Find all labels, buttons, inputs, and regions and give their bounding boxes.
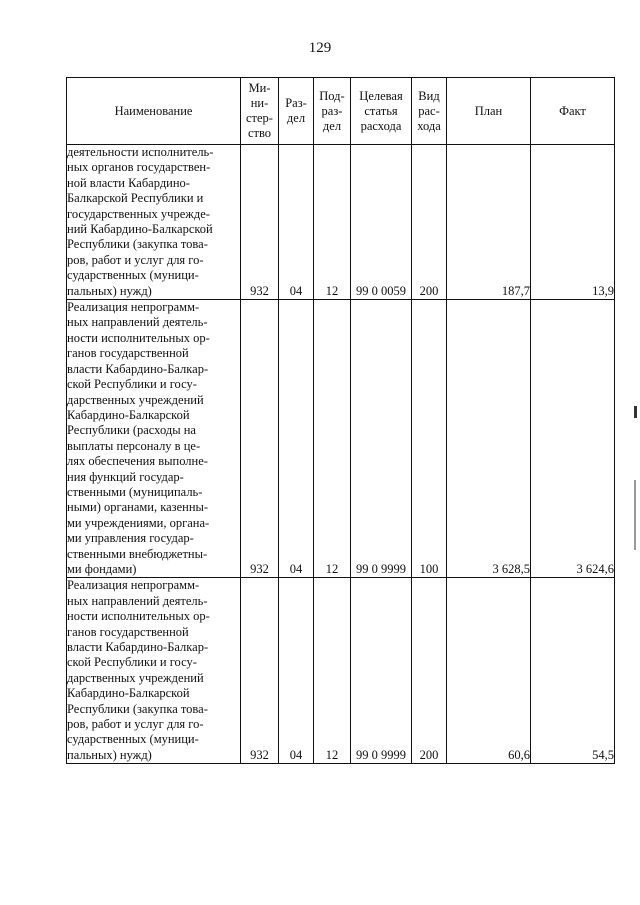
row-type: 200	[412, 145, 447, 300]
row-ministry: 932	[241, 578, 279, 764]
scan-edge-mark	[634, 480, 636, 550]
row-plan: 187,7	[447, 145, 531, 300]
table-row	[67, 145, 615, 300]
header-type: Вид рас- хода	[412, 78, 447, 145]
row-section: 04	[279, 300, 314, 578]
header-plan: План	[447, 78, 531, 145]
header-subsection: Под- раз- дел	[314, 78, 351, 145]
row-target: 99 0 9999	[351, 300, 412, 578]
row-type: 100	[412, 300, 447, 578]
row-fact: 13,9	[531, 145, 615, 300]
row-ministry: 932	[241, 145, 279, 300]
header-ministry: Ми- ни- стер- ство	[241, 78, 279, 145]
row-fact: 3 624,6	[531, 300, 615, 578]
budget-table	[66, 77, 615, 764]
header-row	[67, 78, 615, 145]
row-plan: 3 628,5	[447, 300, 531, 578]
table-row	[67, 578, 615, 764]
page-number: 129	[308, 40, 332, 56]
row-subsection: 12	[314, 145, 351, 300]
table-row	[67, 300, 615, 578]
row-name: деятельности исполнитель- ных органов государствен- ной власти Кабардино- Балкарской Республики и государственных учрежде- ний Кабардино-Балкарской Республики (закупка това- ров, работ и услуг для го- сударственных (муници- пальных) нужд)	[67, 145, 241, 300]
row-type: 200	[412, 578, 447, 764]
row-name: Реализация непрограмм- ных направлений деятель- ности исполнительных ор- ганов государственной власти Кабардино-Балкар- ской Республики и госу- дарственных учреждений Кабардино-Балкарской Республики (расходы на выплаты персоналу в це- лях обеспечения выполне- ния функций государ- ственными (муниципаль- ными) органами, казенны- ми учреждениями, органа- ми управления государ- ственными внебюджетны- ми фондами)	[67, 300, 241, 578]
row-ministry: 932	[241, 300, 279, 578]
row-section: 04	[279, 145, 314, 300]
header-fact: Факт	[531, 78, 615, 145]
row-fact: 54,5	[531, 578, 615, 764]
header-name: Наименование	[67, 78, 241, 145]
row-target: 99 0 9999	[351, 578, 412, 764]
row-subsection: 12	[314, 578, 351, 764]
header-target: Целевая статья расхода	[351, 78, 412, 145]
row-plan: 60,6	[447, 578, 531, 764]
scan-edge-mark	[634, 406, 637, 418]
row-section: 04	[279, 578, 314, 764]
row-subsection: 12	[314, 300, 351, 578]
row-name: Реализация непрограмм- ных направлений деятель- ности исполнительных ор- ганов государственной власти Кабардино-Балкар- ской Республики и госу- дарственных учреждений Кабардино-Балкарской Республики (закупка това- ров, работ и услуг для го- сударственных (муници- пальных) нужд)	[67, 578, 241, 764]
header-section: Раз- дел	[279, 78, 314, 145]
row-target: 99 0 0059	[351, 145, 412, 300]
